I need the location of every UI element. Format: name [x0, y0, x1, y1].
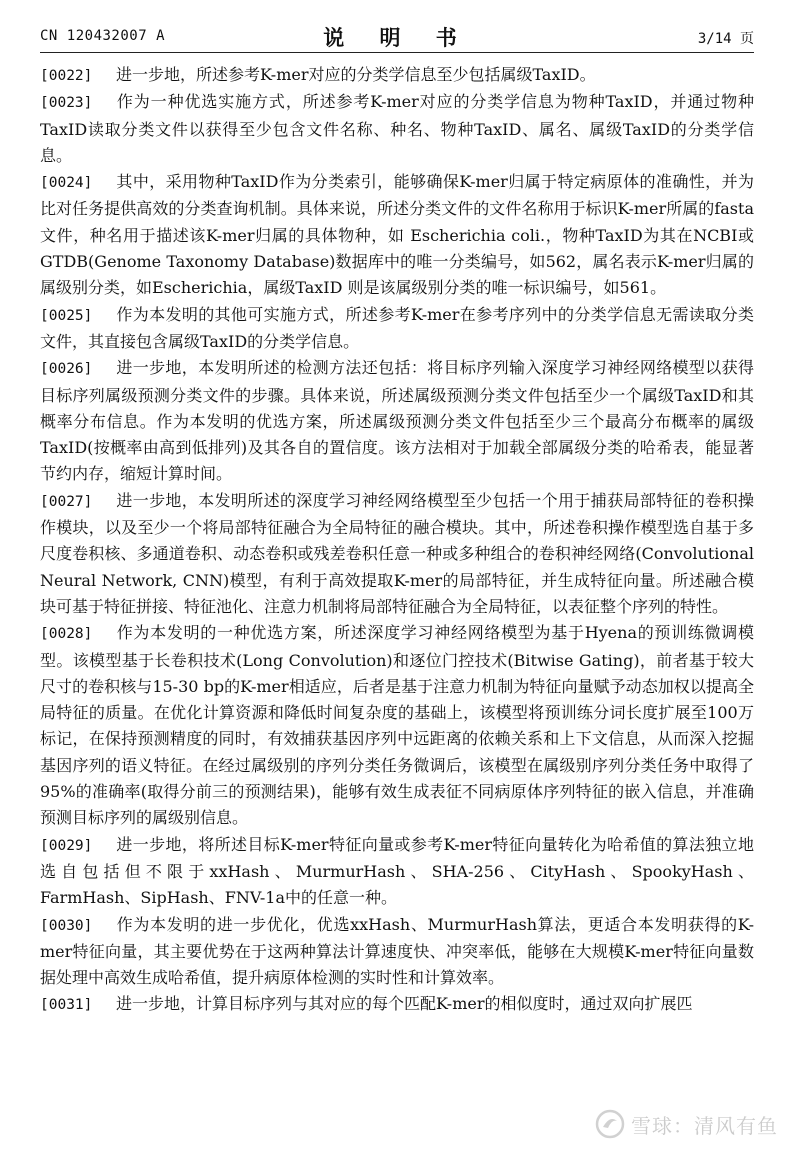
- snowball-logo-icon: [595, 1109, 625, 1139]
- page-title: 说 明 书: [323, 25, 471, 50]
- paragraph-number: [0022]: [40, 68, 93, 84]
- paragraph-number: [0029]: [40, 837, 93, 854]
- watermark: [595, 1109, 778, 1139]
- paragraph-0031: [40, 991, 754, 1018]
- paragraph-text: 作为本发明的一种优选方案，所述深度学习神经网络模型为基于Hyena的预训练微调模型。该模型基于长卷积技术(Long Convolution)和逐位门控技术(Bitwise Gating)，前者基于较大尺寸的卷积核与15-30 bp的K-mer相适应，后者是基于注意力机制为特征向量赋予动态加权以提高全局特征的质量。在优化计算资源和降低时间复杂度的基础上，该模型将预训练分词长度扩展至100万标记，在保持预测精度的同时，有效捕获基因序列中远距离的依赖关系和上下文信息，从而深入挖掘基因序列的语义特征。在经过属级别的序列分类任务微调后，该模型在属级别序列分类任务中取得了95%的准确率(取得分前三的预测结果)，能够有效生成表征不同病原体序列特征的嵌入信息，并准确预测目标序列的属级别信息。: [40, 623, 754, 828]
- document-body: [40, 62, 754, 1019]
- paragraph-text: 进一步地，本发明所述的深度学习神经网络模型至少包括一个用于捕获局部特征的卷积操作模块，以及至少一个将局部特征融合为全局特征的融合模块。其中，所述卷积操作模型选自基于多尺度卷积核、多通道卷积、动态卷积或残差卷积任意一种或多种组合的卷积神经网络(Convolutional Neural Network, CNN)模型，有利于高效提取K-mer的局部特征，并生成特征向量。所述融合模块可基于特征拼接、特征池化、注意力机制将局部特征融合为全局特征，以表征整个序列的特性。: [40, 490, 754, 616]
- paragraph-0029: [40, 832, 754, 912]
- paragraph-0024: [40, 169, 754, 301]
- paragraph-0030: [40, 912, 754, 992]
- paragraph-number: [0025]: [40, 307, 93, 324]
- paragraph-0023: [40, 89, 754, 169]
- paragraph-text: 进一步地，计算目标序列与其对应的每个匹配K-mer的相似度时，通过双向扩展匹: [116, 994, 693, 1014]
- paragraph-number: [0031]: [40, 997, 93, 1014]
- paragraph-number: [0023]: [40, 95, 93, 112]
- paragraph-number: [0024]: [40, 175, 93, 192]
- paragraph-0026: [40, 355, 754, 487]
- document-number: CN 120432007 A: [40, 28, 166, 44]
- paragraph-text: 作为本发明的进一步优化，优选xxHash、MurmurHash算法，更适合本发明获得的K-mer特征向量，其主要优势在于这两种算法计算速度快、冲突率低，能够在大规模K-mer特征向量数据处理中高效生成哈希值，提升病原体检测的实时性和计算效率。: [40, 914, 754, 988]
- paragraph-text: 进一步地，本发明所述的检测方法还包括：将目标序列输入深度学习神经网络模型以获得目标序列属级预测分类文件的步骤。具体来说，所述属级预测分类文件包括至少一个属级TaxID和其概率分布信息。作为本发明的优选方案，所述属级预测分类文件包括至少三个最高分布概率的属级TaxID(按概率由高到低排列)及其各自的置信度。该方法相对于加载全部属级分类的哈希表，能显著节约内存，缩短计算时间。: [40, 358, 754, 484]
- paragraph-number: [0027]: [40, 493, 93, 510]
- paragraph-0025: [40, 302, 754, 356]
- paragraph-number: [0026]: [40, 361, 93, 378]
- paragraph-text: 其中，采用物种TaxID作为分类索引，能够确保K-mer归属于特定病原体的准确性，并为比对任务提供高效的分类查询机制。具体来说，所述分类文件的文件名称用于标识K-mer所属的fasta文件，种名用于描述该K-mer归属的具体物种，如 Escherichia coli.，物种TaxID为其在NCBI或GTDB(Genome Taxonomy Database)数据库中的唯一分类编号，如562，属名表示K-mer归属的属级别分类，如Escherichia，属级TaxID 则是该属级别分类的唯一标识编号，如561。: [40, 172, 754, 298]
- paragraph-number: [0030]: [40, 917, 93, 934]
- paragraph-number: [0028]: [40, 626, 93, 643]
- page-header: [40, 22, 754, 52]
- paragraph-0022: [40, 62, 754, 89]
- paragraph-0027: [40, 488, 754, 620]
- watermark-text: 雪球：清风有鱼: [631, 1113, 778, 1138]
- paragraph-0028: [40, 620, 754, 831]
- header-divider: [40, 52, 754, 53]
- paragraph-text: 作为一种优选实施方式，所述参考K-mer对应的分类学信息为物种TaxID，并通过物种TaxID读取分类文件以获得至少包含文件名称、种名、物种TaxID、属名、属级TaxID的分类学信息。: [40, 92, 754, 165]
- page-indicator: 3/14 页: [697, 31, 754, 47]
- paragraph-text: 进一步地，将所述目标K-mer特征向量或参考K-mer特征向量转化为哈希值的算法独立地选自包括但不限于xxHash、MurmurHash、SHA-256、CityHash、SpookyHash、FarmHash、SipHash、FNV-1a中的任意一种。: [40, 834, 754, 908]
- paragraph-text: 进一步地，所述参考K-mer对应的分类学信息至少包括属级TaxID。: [116, 65, 596, 84]
- paragraph-text: 作为本发明的其他可实施方式，所述参考K-mer在参考序列中的分类学信息无需读取分类文件，其直接包含属级TaxID的分类学信息。: [40, 304, 754, 351]
